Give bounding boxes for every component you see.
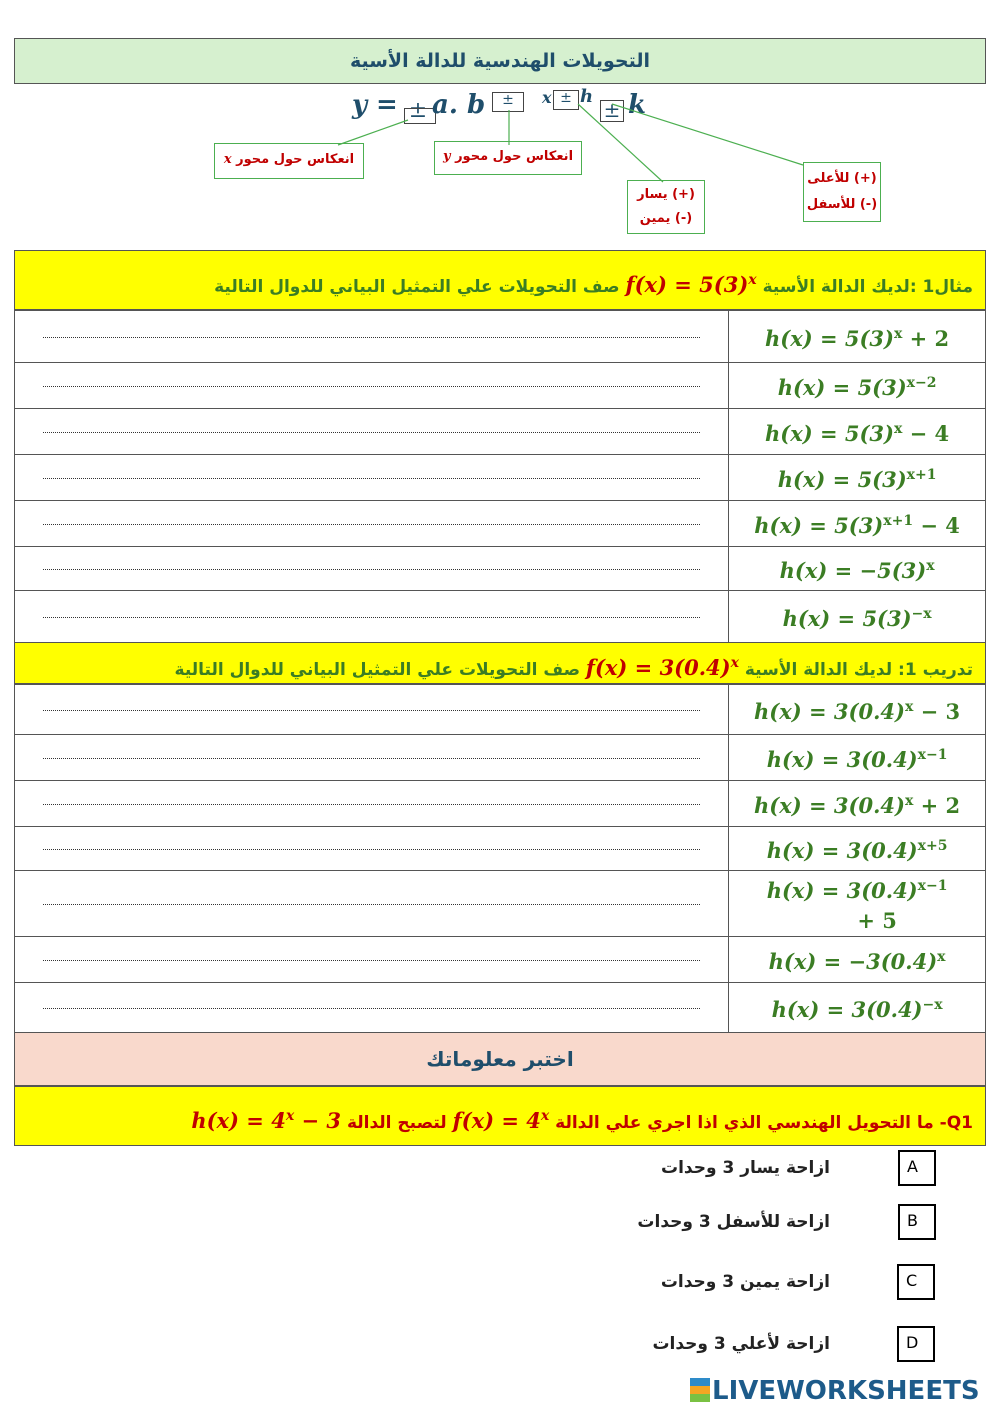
label-reflect-y — [434, 141, 582, 175]
option-b-text[interactable]: ازاحة للأسفل 3 وحدات — [637, 1212, 830, 1232]
brand-logo — [690, 1376, 990, 1410]
function-cell: $h(x) = 3(0.4)^{-x}$ — [729, 983, 986, 1033]
training-header — [14, 642, 986, 684]
example-function — [626, 272, 757, 297]
function-cell: $h(x) = 5(3)^{x-2}$ — [729, 363, 986, 409]
answer-line[interactable] — [15, 409, 729, 455]
answer-line[interactable] — [15, 591, 729, 643]
label-vertical — [803, 162, 881, 222]
label-reflect-x — [214, 143, 364, 179]
training-prefix: تدريب 1: لديك الدالة الأسية — [744, 660, 973, 680]
function-cell: $h(x) = -5(3)^x$ — [729, 547, 986, 591]
answer-line[interactable] — [15, 685, 729, 735]
question-middle: لتصبح الدالة — [346, 1113, 447, 1133]
formula-y: y — [352, 90, 368, 120]
brand-icon — [690, 1378, 710, 1402]
example-function-exp: x — [748, 272, 757, 288]
label-reflect-y-var: y — [442, 149, 451, 164]
option-b-box[interactable]: B — [898, 1204, 936, 1240]
option-c-box[interactable]: C — [897, 1264, 935, 1300]
option-a-box[interactable]: A — [898, 1150, 936, 1186]
function-cell: $h(x) = 5(3)^{x+1}$ — [729, 455, 986, 501]
function-cell: $h(x) = 5(3)^x + 2$ — [729, 311, 986, 363]
answer-line[interactable] — [15, 311, 729, 363]
table-row — [15, 547, 986, 591]
table-row — [15, 455, 986, 501]
formula-k: k — [628, 90, 647, 120]
answer-line[interactable] — [15, 455, 729, 501]
table-row — [15, 409, 986, 455]
label-down: (-) للأسفل — [806, 197, 878, 212]
formula-ab: a. b — [432, 90, 486, 120]
page-title: التحويلات الهندسية للدالة الأسية — [14, 38, 986, 84]
table-row — [15, 735, 986, 781]
table-row — [15, 781, 986, 827]
example-function-base: f(x) = 5(3) — [625, 272, 749, 297]
table-row — [15, 685, 986, 735]
answer-line[interactable] — [15, 547, 729, 591]
question-h: $h(x) = 4^x - 3$ — [191, 1108, 342, 1133]
function-cell: $h(x) = 5(3)^{-x}$ — [729, 591, 986, 643]
function-cell: $h(x) = 3(0.4)^{x+5}$ — [729, 827, 986, 871]
test-title: اختبر معلوماتك — [14, 1032, 986, 1086]
label-left: (+) يسار — [637, 187, 695, 202]
answer-line[interactable] — [15, 827, 729, 871]
pm-a: ± — [408, 98, 428, 123]
training-suffix: صف التحويلات علي التمثيل البياني للدوال التالية — [174, 660, 580, 680]
table-row — [15, 363, 986, 409]
answer-line[interactable] — [15, 363, 729, 409]
table-row — [15, 937, 986, 983]
example-suffix: صف التحويلات علي التمثيل البياني للدوال التالية — [214, 277, 620, 297]
training-function-base: f(x) = 3(0.4) — [585, 655, 731, 680]
table-row — [15, 311, 986, 363]
function-cell: $h(x) = 3(0.4)^x - 3$ — [729, 685, 986, 735]
function-cell: $h(x) = 5(3)^x - 4$ — [729, 409, 986, 455]
answer-line[interactable] — [15, 735, 729, 781]
pm-k-box[interactable]: ± — [600, 100, 624, 122]
answer-line[interactable] — [15, 871, 729, 937]
formula-h: h — [580, 86, 594, 107]
question-prefix: Q1- ما التحويل الهندسي الذي اذا اجري علي الدالة — [555, 1113, 973, 1133]
label-horizontal — [627, 180, 705, 234]
answer-line[interactable] — [15, 937, 729, 983]
question-header — [14, 1086, 986, 1146]
option-a-text[interactable]: ازاحة يسار 3 وحدات — [660, 1158, 830, 1178]
formula-x: x — [542, 88, 552, 107]
function-cell: $h(x) = -3(0.4)^x$ — [729, 937, 986, 983]
option-d-box[interactable]: D — [897, 1326, 935, 1362]
training-function-exp: x — [730, 655, 739, 671]
example-header — [14, 250, 986, 310]
training-function — [586, 655, 739, 680]
table-row — [15, 501, 986, 547]
example-prefix: مثال1 :لديك الدالة الأسية — [762, 277, 973, 297]
label-up: (+) للأعلى — [807, 171, 877, 186]
label-reflect-y-text: انعكاس حول محور — [455, 149, 574, 164]
option-c-text[interactable]: ازاحة يمين 3 وحدات — [660, 1272, 830, 1292]
table-row — [15, 871, 986, 937]
function-cell: $h(x) = 3(0.4)^{x-1}$ + 5 — [729, 871, 986, 937]
label-right: (-) يمين — [639, 211, 693, 226]
answer-line[interactable] — [15, 781, 729, 827]
function-cell: $h(x) = 3(0.4)^x + 2$ — [729, 781, 986, 827]
example-table — [14, 310, 986, 643]
pm-h-box[interactable]: ± — [553, 90, 579, 110]
function-cell: $h(x) = 5(3)^{x+1} - 4$ — [729, 501, 986, 547]
question-f: $f(x) = 4^x$ — [452, 1108, 550, 1133]
training-table — [14, 684, 986, 1033]
answer-line[interactable] — [15, 501, 729, 547]
answer-line[interactable] — [15, 983, 729, 1033]
formula-eq: = — [376, 90, 398, 120]
label-reflect-x-text: انعكاس حول محور — [236, 152, 355, 167]
table-row — [15, 983, 986, 1033]
option-d-text[interactable]: ازاحة لأعلي 3 وحدات — [652, 1334, 830, 1354]
table-row — [15, 591, 986, 643]
table-row — [15, 827, 986, 871]
function-cell: $h(x) = 3(0.4)^{x-1}$ — [729, 735, 986, 781]
label-reflect-x-var: x — [223, 152, 232, 167]
brand-text: LIVEWORKSHEETS — [712, 1376, 980, 1406]
pm-b-box[interactable]: ± — [492, 92, 524, 112]
